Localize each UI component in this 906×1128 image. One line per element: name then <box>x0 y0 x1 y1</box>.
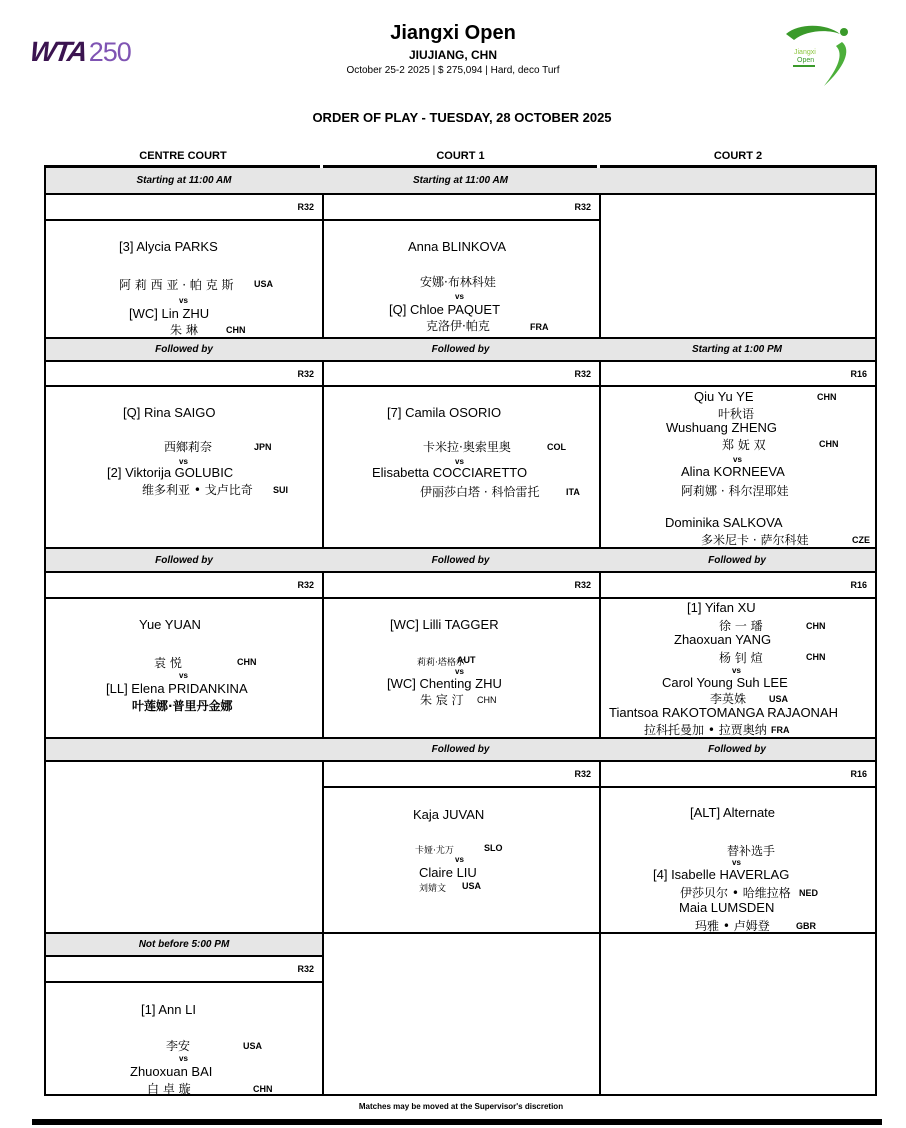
player-country: SUI <box>273 485 289 495</box>
player-country: CHN <box>819 439 839 449</box>
slot-time <box>599 168 875 193</box>
logo-text-line2: Open <box>797 57 815 64</box>
player-country: ITA <box>566 487 580 497</box>
player-chinese-name: 替补选手 <box>727 844 776 858</box>
player-country: CHN <box>237 657 257 667</box>
player-chinese-name: 维多利亚 • 戈卢比奇 <box>142 483 253 497</box>
slot-time: Followed by <box>322 337 599 360</box>
player-name: Yue YUAN <box>139 617 201 632</box>
player-country: GBR <box>796 921 816 931</box>
player-country: CHN <box>817 392 837 402</box>
match-card <box>46 981 322 1094</box>
player-name: [1] Ann LI <box>141 1002 196 1017</box>
match-card <box>46 385 322 547</box>
wta-logo-tier: 250 <box>88 37 131 67</box>
round-label: R16 <box>599 571 875 597</box>
vs-label: vs <box>179 671 188 680</box>
vs-label: vs <box>455 292 464 301</box>
player-name: Wushuang ZHENG <box>666 420 778 435</box>
player-name: [2] Viktorija GOLUBIC <box>107 465 234 480</box>
order-of-play-heading: ORDER OF PLAY - TUESDAY, 28 OCTOBER 2025 <box>312 110 612 125</box>
round-label: R32 <box>322 760 599 786</box>
player-country: CHN <box>806 621 826 631</box>
player-chinese-name: 徐 一 璠 <box>719 619 763 633</box>
footer-bar <box>32 1119 882 1125</box>
slot-gap <box>46 737 322 760</box>
player-chinese-name: 刘婧文 <box>419 884 447 894</box>
court-header-court2: COURT 2 <box>713 150 763 162</box>
player-chinese-name: 叶莲娜·普里丹金娜 <box>132 699 233 713</box>
centre-court-column <box>44 168 324 1096</box>
footer-note: Matches may be moved at the Supervisor's discretion <box>358 1102 564 1111</box>
player-name: [7] Camila OSORIO <box>387 405 502 420</box>
player-country: CHN <box>477 695 497 705</box>
match-card <box>322 385 599 547</box>
player-country: USA <box>462 881 482 891</box>
court-header-centre: CENTRE COURT <box>139 150 227 162</box>
player-name: Maia LUMSDEN <box>679 900 775 915</box>
player-name: [Q] Rina SAIGO <box>123 405 216 420</box>
player-chinese-name: 朱 琳 <box>170 323 198 337</box>
jiangxi-open-logo <box>780 20 860 88</box>
player-name: Kaja JUVAN <box>413 807 485 822</box>
player-chinese-name: 伊丽莎白塔 · 科恰雷托 <box>420 485 540 499</box>
match-card <box>322 597 599 737</box>
slot-time: Starting at 11:00 AM <box>322 168 599 193</box>
player-country: USA <box>243 1041 263 1051</box>
player-chinese-name: 莉莉·塔格尔 <box>417 658 465 668</box>
round-label: R32 <box>46 571 322 597</box>
player-name: [WC] Lin ZHU <box>129 306 210 321</box>
player-name: Dominika SALKOVA <box>665 515 783 530</box>
player-name: Carol Young Suh LEE <box>662 675 788 690</box>
player-chinese-name: 袁 悦 <box>154 656 182 670</box>
vs-label: vs <box>455 855 464 864</box>
round-label: R32 <box>46 360 322 385</box>
player-name: Qiu Yu YE <box>694 389 754 404</box>
player-name: [WC] Chenting ZHU <box>387 676 502 691</box>
round-label: R16 <box>599 760 875 786</box>
round-label: R32 <box>322 193 599 219</box>
player-name: Alina KORNEEVA <box>681 464 785 479</box>
player-country: JPN <box>254 442 272 452</box>
player-name: Zhaoxuan YANG <box>674 632 772 647</box>
player-name: Anna BLINKOVA <box>408 239 507 254</box>
player-name: Claire LIU <box>419 865 477 880</box>
slot-time: Followed by <box>599 737 875 760</box>
player-chinese-name: 伊莎贝尔 • 哈维拉格 <box>680 886 791 900</box>
player-chinese-name: 玛雅 • 卢姆登 <box>695 919 770 933</box>
player-chinese-name: 阿莉娜 · 科尔涅耶娃 <box>681 484 789 498</box>
player-chinese-name: 郑 妩 双 <box>722 438 766 452</box>
player-country: AUT <box>457 655 476 665</box>
player-chinese-name: 阿 莉 西 亚 · 帕 克 斯 <box>119 278 234 292</box>
player-country: CHN <box>806 652 826 662</box>
player-chinese-name: 安娜·布林科娃 <box>420 275 496 289</box>
player-chinese-name: 李安 <box>166 1039 191 1053</box>
vs-label: vs <box>179 296 188 305</box>
match-card <box>46 597 322 737</box>
slot-time: Followed by <box>599 547 875 571</box>
player-chinese-name: 克洛伊·帕克 <box>426 319 490 333</box>
player-chinese-name: 卡米拉·奥索里奥 <box>423 440 511 454</box>
player-name: [3] Alycia PARKS <box>119 239 218 254</box>
player-name: [Q] Chloe PAQUET <box>389 302 501 317</box>
vs-label: vs <box>179 1054 188 1063</box>
player-name: [ALT] Alternate <box>690 805 776 820</box>
vs-label: vs <box>732 858 741 867</box>
player-name: Zhuoxuan BAI <box>130 1064 213 1079</box>
empty-slot <box>46 760 322 932</box>
player-name: [WC] Lilli TAGGER <box>390 617 499 632</box>
slot-time: Starting at 11:00 AM <box>46 168 322 193</box>
slot-time: Not before 5:00 PM <box>46 932 322 955</box>
player-chinese-name: 西鄉莉奈 <box>164 440 213 454</box>
tournament-title: Jiangxi Open <box>390 22 516 44</box>
court1-column <box>322 168 601 1096</box>
vs-label: vs <box>455 457 464 466</box>
round-label: R16 <box>599 360 875 385</box>
player-country: FRA <box>771 725 790 735</box>
match-card <box>46 219 322 337</box>
vs-label: vs <box>455 667 464 676</box>
slot-time: Followed by <box>46 337 322 360</box>
player-country: FRA <box>530 322 549 332</box>
match-card <box>322 786 599 932</box>
player-country: USA <box>769 694 789 704</box>
player-name: [4] Isabelle HAVERLAG <box>653 867 790 882</box>
logo-text-line1: Jiangxi <box>794 49 816 56</box>
player-chinese-name: 朱 宸 汀 <box>420 693 464 707</box>
court-header-court1: COURT 1 <box>436 150 485 162</box>
vs-label: vs <box>732 666 741 675</box>
player-country: CHN <box>226 325 246 335</box>
player-name: [LL] Elena PRIDANKINA <box>106 681 248 696</box>
round-label: R32 <box>322 360 599 385</box>
slot-time: Followed by <box>322 737 599 760</box>
empty-slot <box>322 932 599 1094</box>
player-chinese-name: 卡娅·尤万 <box>415 846 454 856</box>
player-chinese-name: 杨 钊 煊 <box>719 651 763 665</box>
empty-slot <box>599 932 875 1094</box>
match-card <box>599 597 875 737</box>
empty-slot <box>599 193 875 337</box>
vs-label: vs <box>733 455 742 464</box>
match-card <box>599 786 875 932</box>
match-card <box>599 385 875 547</box>
player-name: Elisabetta COCCIARETTO <box>372 465 528 480</box>
player-chinese-name: 拉科托曼加 • 拉贾奥纳 <box>644 723 767 737</box>
slot-time: Followed by <box>46 547 322 571</box>
player-chinese-name: 叶秋语 <box>718 407 755 421</box>
match-card <box>322 219 599 337</box>
round-label: R32 <box>322 571 599 597</box>
player-country: COL <box>547 442 566 452</box>
court2-column <box>599 168 877 1096</box>
player-name: Tiantsoa RAKOTOMANGA RAJAONAH <box>609 705 839 720</box>
player-chinese-name: 白 卓 璇 <box>147 1082 191 1096</box>
player-chinese-name: 李英姝 <box>710 692 747 706</box>
vs-label: vs <box>179 457 188 466</box>
round-label: R32 <box>46 955 322 981</box>
wta-logo-brand: WTA <box>27 36 88 67</box>
player-name: [1] Yifan XU <box>687 600 756 615</box>
player-chinese-name: 多米尼卡 · 萨尔科娃 <box>701 533 809 547</box>
tournament-location: JIUJIANG, CHN <box>408 48 497 62</box>
player-country: CHN <box>253 1084 273 1094</box>
tournament-info: October 25-2 2025 | $ 275,094 | Hard, deco Turf <box>346 65 560 76</box>
round-label: R32 <box>46 193 322 219</box>
player-country: SLO <box>484 843 503 853</box>
slot-time: Followed by <box>322 547 599 571</box>
slot-time: Starting at 1:00 PM <box>599 337 875 360</box>
player-country: USA <box>254 279 274 289</box>
player-country: CZE <box>852 535 870 545</box>
player-country: NED <box>799 888 819 898</box>
